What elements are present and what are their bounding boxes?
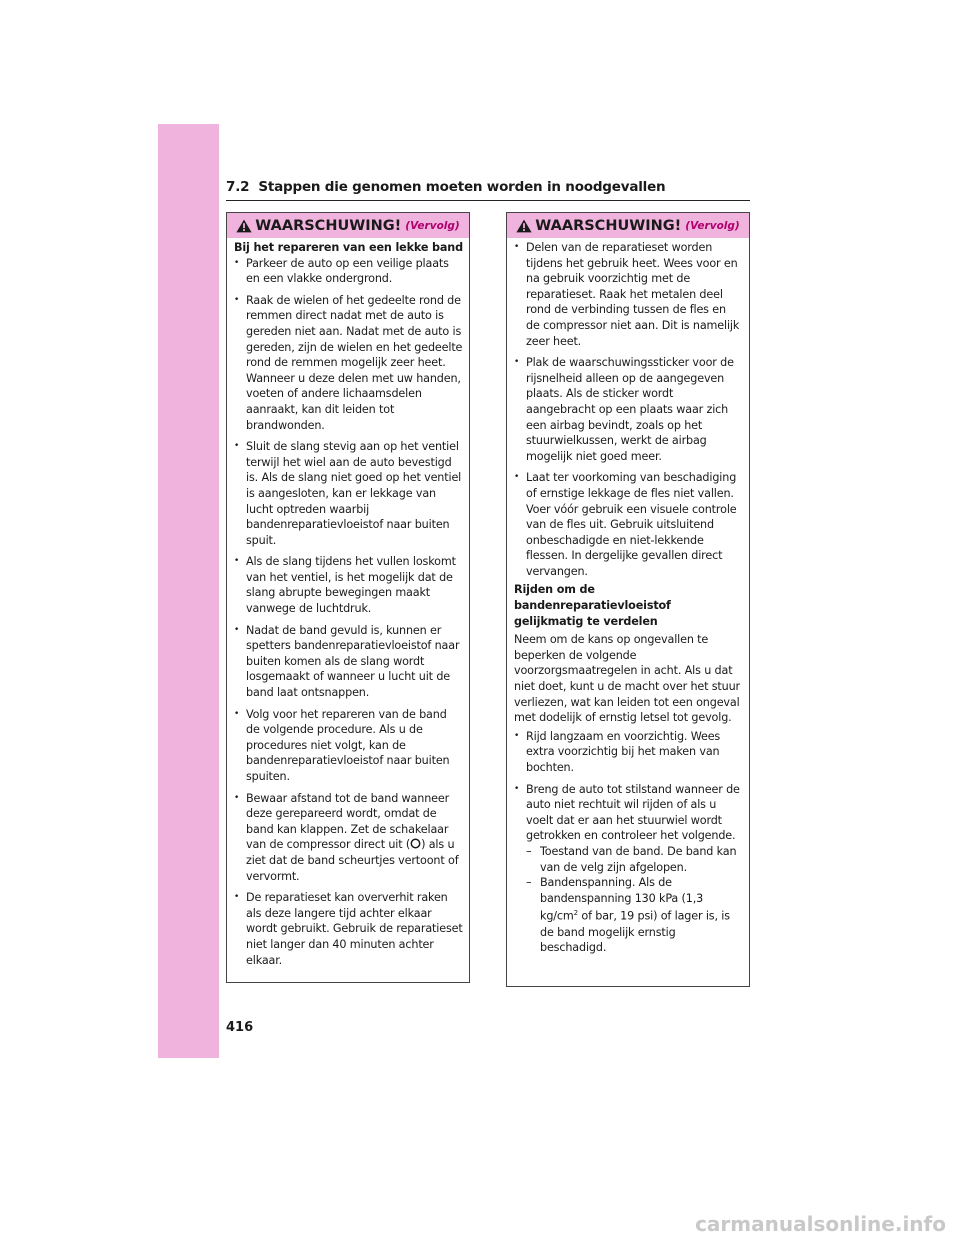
section-header xyxy=(226,179,750,201)
paragraph-precautions: Neem om de kans op ongevallen te beperken de volgende voorzorgsmaatregelen in acht. Als u dat niet doet, kunt u de macht over het stuur verliezen, wat kan leiden tot een ongeval met dodelijk of ernstig letsel tot gevolg. xyxy=(514,633,741,725)
list-item: • Raak de wielen of het gedeelte rond de remmen direct nadat met de auto is gereden niet aan. Nadat met de auto is gereden, zijn de wielen en het gedeelte rond de remmen mogelijk zeer heet. Wanneer u deze delen met uw handen, voeten of andere lichaamsdelen aanraakt, kan dit leiden tot brandwonden. xyxy=(234,293,463,433)
list-item: • De reparatieset kan oververhit raken als deze langere tijd achter elkaar wordt gebruikt. Gebruik de reparatieset niet langer dan 40 minuten achter elkaar. xyxy=(234,890,463,968)
dash-list xyxy=(526,844,743,956)
check-intro: Breng de auto tot stilstand wanneer de auto niet rechtuit wil rijden of als u voelt dat er aan het stuurwiel wordt getrokken en controleer het volgende. xyxy=(526,782,740,843)
list-item-compressor xyxy=(234,791,463,885)
dash-item xyxy=(526,875,743,956)
pressure-text-after: of bar, 19 psi) of lager is, is de band mogelijk ernstig beschadigd. xyxy=(540,910,730,955)
warning-box-right xyxy=(506,212,750,987)
list-item: • Rijd langzaam en voorzichtig. Wees extra voorzichtig bij het maken van bochten. xyxy=(514,729,743,776)
section-number: 7.2 xyxy=(226,179,250,195)
list-item-check xyxy=(514,782,743,956)
subheading-repair: Bij het repareren van een lekke band xyxy=(234,241,463,254)
warning-triangle-icon xyxy=(516,219,532,233)
continued-label: (Vervolg) xyxy=(405,219,460,232)
warning-title-bar xyxy=(507,213,749,238)
list-item: • Plak de waarschuwingssticker voor de rijsnelheid alleen op de aangegeven plaats. Als de sticker wordt aangebracht op een plaats waar zich een airbag bevindt, zoals op het stuurwielkussen, werkt de airbag mogelijk niet goed meer. xyxy=(514,355,743,464)
page-number: 416 xyxy=(226,1020,254,1035)
list-item: • Volg voor het repareren van de band de volgende procedure. Als u de procedures niet volgt, kan de bandenreparatievloeistof naar buiten spuiten. xyxy=(234,707,463,785)
continued-label: (Vervolg) xyxy=(685,219,740,232)
warning-box-left xyxy=(226,212,470,983)
section-title: Stappen die genomen moeten worden in noodgevallen xyxy=(258,179,666,195)
list-item: • Nadat de band gevuld is, kunnen er spetters bandenreparatievloeistof naar buiten komen als de slang wordt losgemaakt of wanneer u lucht uit de band laat ontsnappen. xyxy=(234,623,463,701)
subheading-driving: Rijden om de bandenreparatievloeistof gelijkmatig te verdelen xyxy=(514,583,671,628)
compressor-switch-icon xyxy=(410,838,421,849)
bullet-list-driving xyxy=(514,729,743,956)
warning-label: WAARSCHUWING! xyxy=(535,217,682,234)
bullet-list-right xyxy=(514,240,743,579)
warning-label: WAARSCHUWING! xyxy=(255,217,402,234)
list-item: • Delen van de reparatieset worden tijdens het gebruik heet. Wees voor en na gebruik voorzichtig met de reparatieset. Raak het metalen deel rond de verbinding tussen de fles en de compressor niet aan. Dit is namelijk zeer heet. xyxy=(514,240,743,349)
list-item: • Sluit de slang stevig aan op het ventiel terwijl het wiel aan de auto bevestigd is. Als de slang niet goed op het ventiel is aangesloten, kan er lekkage van lucht optreden waarbij bandenreparatievloeistof naar buiten spuit. xyxy=(234,439,463,548)
warning-body-right xyxy=(507,238,749,956)
text-after-icon: ) als u ziet dat de band scheurtjes vertoont of vervormt. xyxy=(246,838,459,883)
warning-body-left xyxy=(227,238,469,968)
warning-triangle-icon xyxy=(236,219,252,233)
warning-title-bar xyxy=(227,213,469,238)
bullet-list-left xyxy=(234,256,463,969)
chapter-tab-bar xyxy=(158,124,219,1058)
superscript: 2 xyxy=(573,909,578,918)
text-before-icon: Bewaar afstand tot de band wanneer deze gerepareerd wordt, omdat de band kan klappen. Zet de schakelaar van de compressor direct uit ( xyxy=(246,791,450,852)
watermark: carmanualsonline.info xyxy=(695,1212,946,1236)
list-item: • Parkeer de auto op een veilige plaats en een vlakke ondergrond. xyxy=(234,256,463,287)
dash-item: – Toestand van de band. De band kan van de velg zijn afgelopen. xyxy=(526,844,743,875)
pressure-text: Bandenspanning. Als de bandenspanning 130 kPa (1,3 kg/cm xyxy=(540,876,704,924)
list-item: • Als de slang tijdens het vullen loskomt van het ventiel, is het mogelijk dat de slang abrupte bewegingen maakt vanwege de luchtdruk. xyxy=(234,554,463,616)
list-item: • Laat ter voorkoming van beschadiging of ernstige lekkage de fles niet vallen. Voer vóór gebruik een visuele controle van de fles uit. Gebruik uitsluitend onbeschadigde en niet-lekkende flessen. In dergelijke gevallen direct vervangen. xyxy=(514,470,743,579)
